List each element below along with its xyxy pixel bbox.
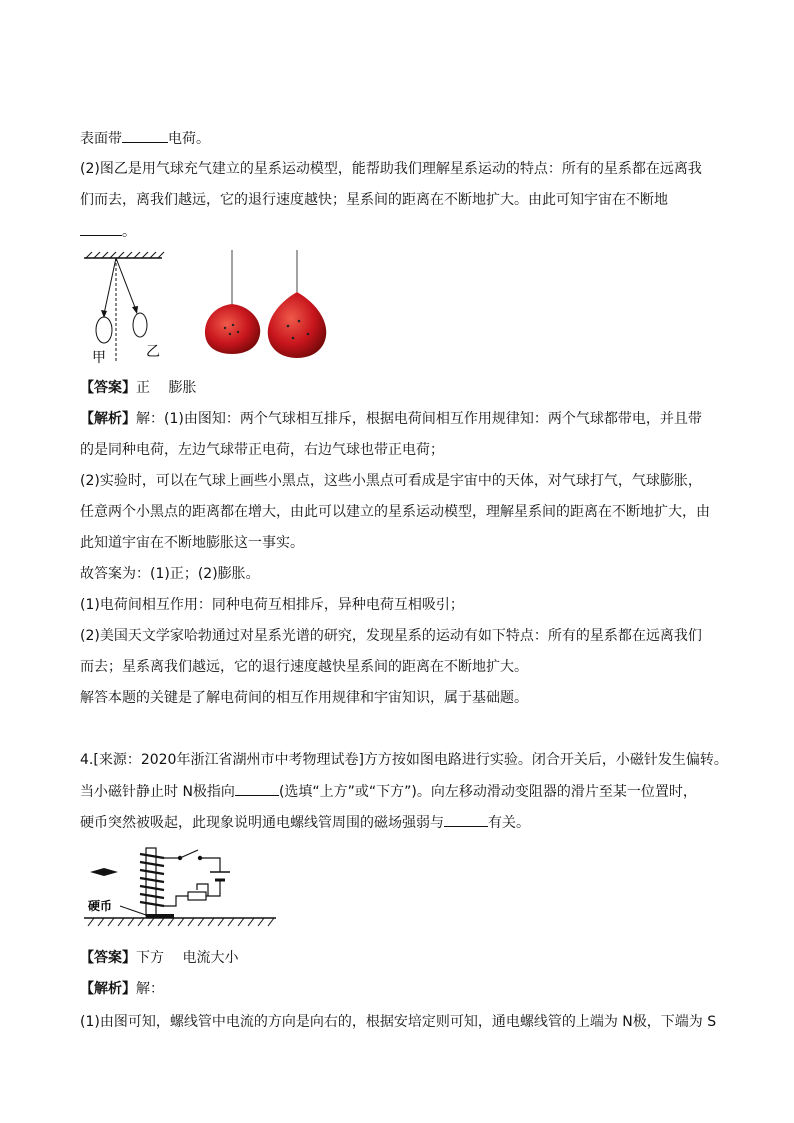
q4-analysis-head [80, 979, 164, 999]
q3-line-3: 们而去，离我们越远，它的退行速度越快；星系间的距离在不断地扩大。由此可知宇宙在不断地 [80, 192, 668, 208]
q4-line-2-suffix: (选填“上方”或“下方”)。向左移动滑动变阻器的滑片至某一位置时， [278, 784, 697, 800]
small-red-balloon [205, 304, 260, 354]
q3-line-1-suffix: 电荷。 [168, 131, 210, 147]
q4-line-2 [80, 781, 697, 802]
q3-blank-1 [122, 128, 168, 143]
q3-analysis-line-4: 任意两个小黑点的距离都在增大，由此可以建立的星系运动模型，理解星系间的距离在不断地扩大，由 [80, 504, 710, 520]
q3-point-2b: 而去；星系离我们越远，它的退行速度越快星系间的距离在不断地扩大。 [80, 659, 528, 675]
analysis-text: 解： [136, 981, 164, 997]
q3-line-4 [80, 221, 136, 242]
q4-line-2-prefix: 当小磁针静止时 N极指向 [80, 784, 235, 800]
answer-text: 下方 电流大小 [136, 950, 239, 966]
analysis-label: 【解析】 [80, 981, 136, 997]
q3-blank-2 [80, 221, 122, 236]
q3-analysis-line-2: 的是同种电荷，左边气球带正电荷，右边气球也带正电荷； [80, 442, 444, 458]
q3-line-4-suffix: 。 [122, 224, 136, 240]
q3-analysis-line-3: (2)实验时，可以在气球上画些小黑点，这些小黑点可看成是宇宙中的天体，对气球打气，气球膨胀， [80, 473, 702, 489]
analysis-text: 解：(1)由图知：两个气球相互排斥，根据电荷间相互作用规律知：两个气球都带电，并且带 [136, 411, 702, 427]
ceiling-hatch [86, 252, 164, 258]
q4-line-1: 4.[来源：2020年浙江省湖州市中考物理试卷]方方按如图电路进行实验。闭合开关后，小磁针发生偏转。 [80, 752, 728, 768]
answer-label: 【答案】 [80, 950, 136, 966]
left-balloon [96, 317, 112, 343]
q3-line-1 [80, 128, 210, 149]
solenoid-core [146, 848, 156, 916]
q4-line-3-prefix: 硬币突然被吸起，此现象说明通电螺线管周围的磁场强弱与 [80, 815, 444, 831]
battery-icon [210, 872, 230, 880]
q3-analysis-line-1 [80, 409, 702, 429]
q3-point-2a: (2)美国天文学家哈勃通过对星系光谱的研究，发现星系的运动有如下特点：所有的星系都在远离我们 [80, 628, 702, 644]
q4-analysis-line-1: (1)由图可知，螺线管中电流的方向是向右的，根据安培定则可知，通电螺线管的上端为 N极，下端为 S [80, 1014, 717, 1030]
right-balloon [133, 313, 147, 337]
q4-blank-2 [444, 812, 488, 827]
rheostat-icon [188, 892, 206, 900]
left-thread [104, 258, 116, 314]
solenoid-circuit-figure [80, 840, 280, 932]
coin-label-pointer [120, 906, 146, 915]
figure-label-jia: 甲 [92, 350, 106, 366]
q3-answer [80, 378, 196, 398]
galaxy-balloon-figure [200, 248, 340, 363]
right-thread [116, 258, 136, 310]
ground-hatch [88, 918, 274, 926]
charged-balloons-figure [80, 250, 170, 368]
q3-summary: 故答案为：(1)正；(2)膨胀。 [80, 566, 260, 582]
q4-blank-1 [235, 781, 279, 796]
q3-line-1-prefix: 表面带 [80, 131, 122, 147]
compass-needle-icon [90, 868, 118, 876]
q3-conclusion: 解答本题的关键是了解电荷间的相互作用规律和宇宙知识，属于基础题。 [80, 690, 528, 706]
q3-point-1: (1)电荷间相互作用：同种电荷互相排斥，异种电荷互相吸引； [80, 597, 464, 613]
coin [146, 914, 174, 918]
q3-line-2: (2)图乙是用气球充气建立的星系运动模型，能帮助我们理解星系运动的特点：所有的星系都在远离我 [80, 161, 702, 177]
large-red-balloon [268, 292, 327, 358]
analysis-label: 【解析】 [80, 411, 136, 427]
q3-analysis-line-5: 此知道宇宙在不断地膨胀这一事实。 [80, 535, 304, 551]
right-arrow [132, 306, 138, 314]
q4-answer [80, 948, 238, 968]
answer-text: 正 膨胀 [136, 380, 197, 396]
coin-label: 硬币 [88, 899, 113, 913]
q4-line-3 [80, 812, 530, 833]
q4-line-3-suffix: 有关。 [488, 815, 530, 831]
answer-label: 【答案】 [80, 380, 136, 396]
figure-label-yi: 乙 [146, 344, 160, 360]
